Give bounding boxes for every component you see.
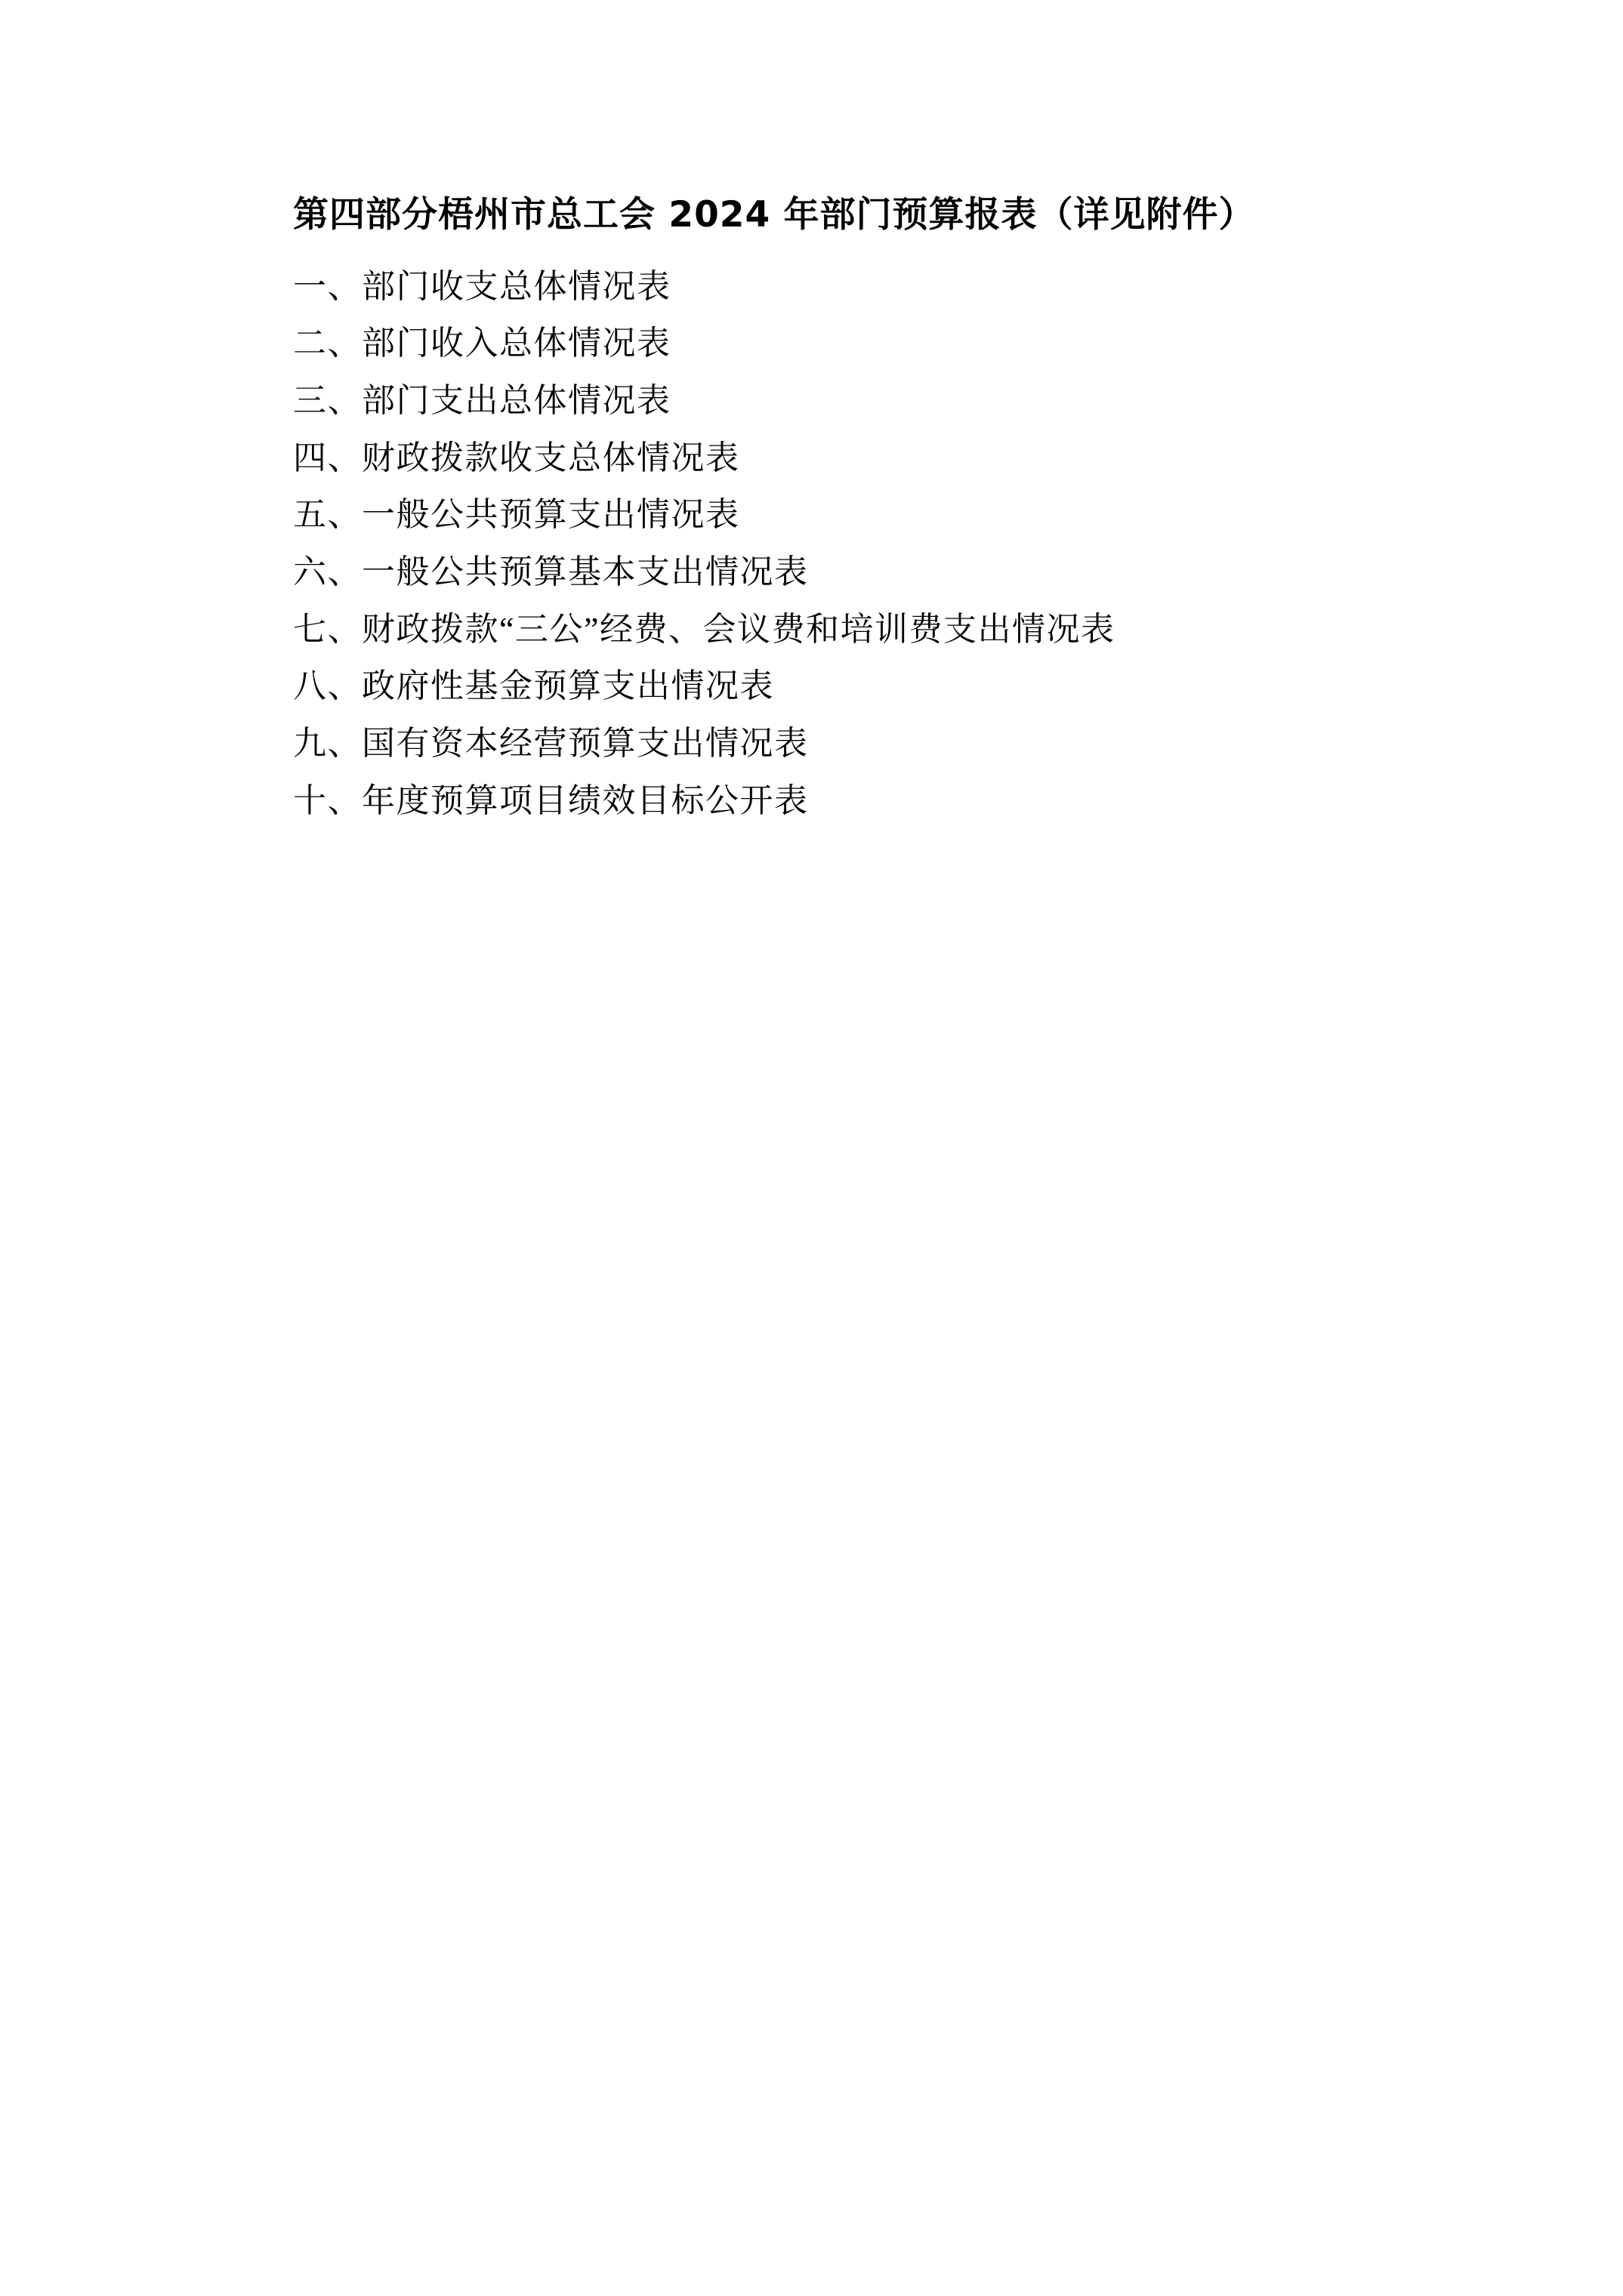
list-item: 四、财政拨款收支总体情况表 [293,439,740,476]
list-item: 六、一般公共预算基本支出情况表 [293,553,809,590]
page-title: 第四部分梧州市总工会 2024 年部门预算报表（详见附件） [293,194,1255,236]
list-item: 三、部门支出总体情况表 [293,381,671,419]
list-item: 一、部门收支总体情况表 [293,267,671,305]
list-item: 十、年度预算项目绩效目标公开表 [293,781,809,819]
list-item: 二、部门收入总体情况表 [293,325,671,362]
list-item: 九、国有资本经营预算支出情况表 [293,724,809,762]
list-item: 五、一般公共预算支出情况表 [293,496,740,534]
budget-report-list [227,258,1396,830]
list-item: 八、政府性基金预算支出情况表 [293,667,774,705]
list-item: 七、财政拨款“三公”经费、会议费和培训费支出情况表 [293,610,1115,648]
